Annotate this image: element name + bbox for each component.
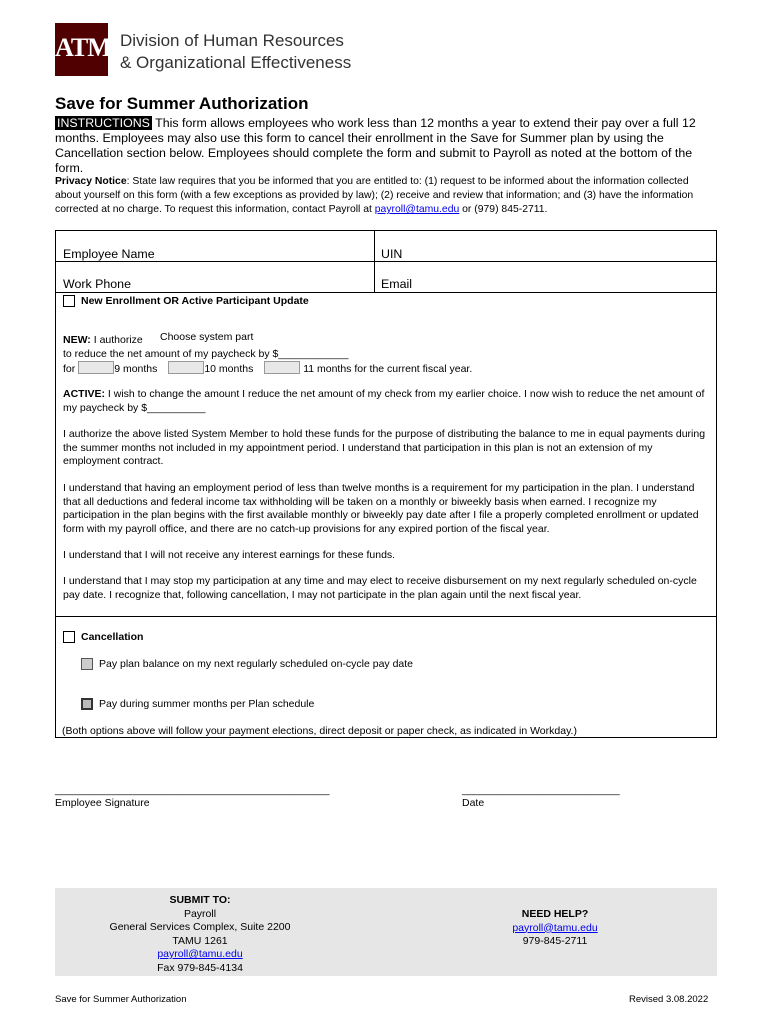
privacy-text: : State law requires that you be informed that you are entitled to: (1) request to be informed about the information collected about yourself on this form (with a few exceptions as provided by law); (2) receive and review that information; and (3) have the information corrected at no charge. To request this information, contact Payroll at <box>55 176 694 215</box>
signature-line[interactable]: _______________________________________________ <box>55 784 330 796</box>
submit-line-2: General Services Complex, Suite 2200 <box>109 921 291 933</box>
org-line-1: Division of Human Resources <box>120 31 344 50</box>
new-reduce-text: to reduce the net amount of my paycheck by $____________ <box>63 348 349 360</box>
new-authorize-text: I authorize <box>90 334 143 346</box>
active-text: I wish to change the amount I reduce the net amount of my check from my earlier choice. I now wish to reduce the net amount of my paycheck by $__________ <box>63 388 705 414</box>
tamu-logo <box>55 23 111 76</box>
eleven-months-label: 11 months for the current fiscal year. <box>303 363 473 375</box>
privacy-notice <box>55 175 715 217</box>
eleven-months-blank[interactable] <box>264 361 300 374</box>
new-label: NEW: <box>63 334 91 346</box>
months-row <box>63 361 472 377</box>
enrollment-checkbox[interactable] <box>63 295 75 307</box>
enrollment-form <box>55 230 717 738</box>
date-line[interactable]: ___________________________ <box>462 784 620 796</box>
page-title: Save for Summer Authorization <box>55 94 309 113</box>
enrollment-label: New Enrollment OR Active Participant Update <box>81 295 309 307</box>
active-paragraph <box>63 388 711 415</box>
cancellation-checkbox[interactable] <box>63 631 75 643</box>
date-label: Date <box>462 797 485 809</box>
nine-months-label: 9 months <box>114 363 158 375</box>
requirement-paragraph: I understand that having an employment period of less than twelve months is a requirement for my participation in the plan. I understand that all deductions and federal income tax withholding will be taken on a monthly or biweekly basis when earned. I recognize my participation in the plan begins with the first available monthly or biweekly pay date after I file a properly completed enrollment or updated form with my payroll office, and there are no catch-up provisions for any expired portion of the fiscal year. <box>63 482 699 535</box>
submit-line-1: Payroll <box>183 907 217 920</box>
submit-fax: Fax 979-845-4134 <box>157 961 243 974</box>
interest-paragraph: I understand that I will not receive any interest earnings for these funds. <box>63 549 396 561</box>
uin-field[interactable]: UIN <box>381 247 403 261</box>
authorize-paragraph: I authorize the above listed System Member to hold these funds for the purpose of distributing the balance to me in equal payments during the summer months not included in my appointment period. I understand that participation in this plan is not an extension of my employment contract. <box>63 428 706 467</box>
option-pay-balance-checkbox[interactable] <box>81 658 93 670</box>
system-part-dropdown[interactable]: Choose system part <box>160 331 254 343</box>
footer-form-name: Save for Summer Authorization <box>55 994 187 1005</box>
privacy-label: Privacy Notice <box>55 176 127 187</box>
instructions <box>55 116 715 176</box>
option-pay-balance-label: Pay plan balance on my next regularly scheduled on-cycle pay date <box>99 658 414 670</box>
help-heading: NEED HELP? <box>521 908 589 920</box>
option-summer-schedule-label: Pay during summer months per Plan schedule <box>99 698 315 710</box>
new-line <box>63 334 143 348</box>
ten-months-label: 10 months <box>204 363 254 375</box>
contact-box <box>55 888 717 976</box>
submit-heading: SUBMIT TO: <box>169 894 231 906</box>
help-email-link[interactable]: payroll@tamu.edu <box>512 921 598 934</box>
nine-months-blank[interactable] <box>78 361 114 374</box>
instructions-label: INSTRUCTIONS <box>57 116 150 130</box>
submit-line-3: TAMU 1261 <box>172 934 228 947</box>
footer-revised-date: Revised 3.08.2022 <box>629 994 709 1005</box>
logo-text: ATM <box>55 33 111 62</box>
active-label: ACTIVE: <box>63 388 105 400</box>
work-phone-field[interactable]: Work Phone <box>63 277 131 291</box>
for-label: for <box>63 363 76 375</box>
employee-name-field[interactable]: Employee Name <box>63 247 155 261</box>
instructions-text: This form allows employees who work less than 12 months a year to extend their pay over a full 12 months. Employees may also use this form to cancel their enrollment in the Save for Summer plan by using the Cancellation section below. Employees should complete the form and submit to Payroll as noted at the bottom of the form. <box>55 116 696 175</box>
need-help-block <box>455 908 655 949</box>
payment-note: (Both options above will follow your payment elections, direct deposit or paper check, as indicated in Workday.) <box>62 725 577 737</box>
submit-email-link[interactable]: payroll@tamu.edu <box>157 948 243 960</box>
privacy-email-link[interactable]: payroll@tamu.edu <box>374 204 460 215</box>
cancellation-label: Cancellation <box>81 631 144 643</box>
signature-label: Employee Signature <box>55 797 150 809</box>
help-phone: 979-845-2711 <box>522 935 588 947</box>
org-line-2: & Organizational Effectiveness <box>120 53 352 72</box>
ten-months-blank[interactable] <box>168 361 204 374</box>
email-field[interactable]: Email <box>381 277 412 291</box>
org-name <box>120 30 351 74</box>
submit-to-block <box>75 894 325 975</box>
option-summer-schedule-checkbox[interactable] <box>81 698 93 710</box>
stop-paragraph: I understand that I may stop my participation at any time and may elect to receive disbursement on my next regularly scheduled on-cycle pay date. I recognize that, following cancellation, I may not participate in the plan again until the next fiscal year. <box>63 575 697 601</box>
privacy-phone: or (979) 845-2711. <box>459 204 548 215</box>
